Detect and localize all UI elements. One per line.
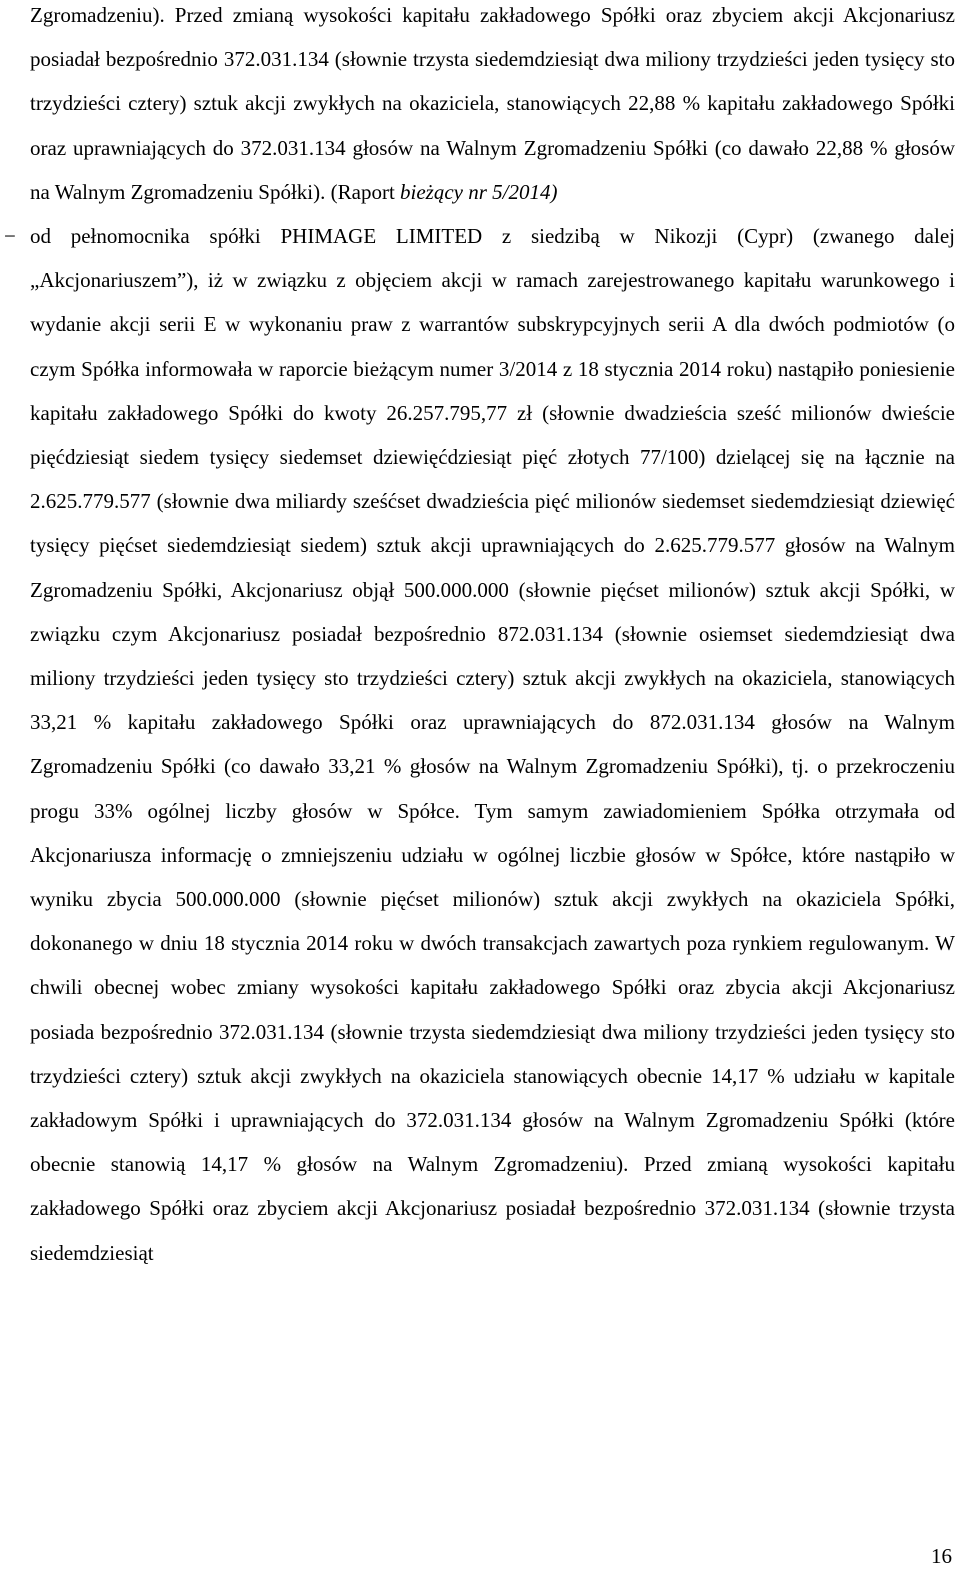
bullet-paragraph-text: od pełnomocnika spółki PHIMAGE LIMITED z siedzibą w Nikozji (Cypr) (zwanego dalej „Akcjonariuszem”), iż w związku z objęciem akcji w ramach zarejestrowanego kapitału warunkowego i wydanie akcji serii E w wykonaniu praw z warrantów subskrypcyjnych serii A dla dwóch podmiotów (o czym Spółka informowała w raporcie bieżącym numer 3/2014 z 18 stycznia 2014 roku) nastąpiło poniesienie kapitału zakładowego Spółki do kwoty 26.257.795,77 zł (słownie dwadzieścia sześć milionów dwieście pięćdziesiąt siedem tysięcy siedemset dziewięćdziesiąt pięć złotych 77/100) dzielącej się na łącznie na 2.625.779.577 (słownie dwa miliardy sześćset dwadzieścia pięć milionów siedemset siedemdziesiąt dziewięć tysięcy pięćset siedemdziesiąt siedem) sztuk akcji uprawniających do 2.625.779.577 głosów na Walnym Zgromadzeniu Spółki, Akcjonariusz objął 500.000.000 (słownie pięćset milionów) sztuk akcji Spółki, w związku czym Akcjonariusz posiadał bezpośrednio 872.031.134 (słownie osiemset siedemdziesiąt dwa miliony trzydzieści jeden tysięcy sto trzydzieści cztery) sztuk akcji zwykłych na okaziciela, stanowiących 33,21 % kapitału zakładowego Spółki oraz uprawniających do 872.031.134 głosów na Walnym Zgromadzeniu Spółki (co dawało 33,21 % głosów na Walnym Zgromadzeniu Spółki), tj. o przekroczeniu progu 33% ogólnej liczby głosów w Spółce. Tym samym zawiadomieniem Spółka otrzymała od Akcjonariusza informację o zmniejszeniu udziału w ogólnej liczbie głosów w Spółce, które nastąpiło w wyniku zbycia 500.000.000 (słownie pięćset milionów) sztuk akcji zwykłych na okaziciela Spółki, dokonanego w dniu 18 stycznia 2014 roku w dwóch transakcjach zawartych poza rynkiem regulowanym. W chwili obecnej wobec zmiany wysokości kapitału zakładowego Spółki oraz zbycia akcji Akcjonariusz posiada bezpośrednio 372.031.134 (słownie trzysta siedemdziesiąt dwa miliony trzydzieści jeden tysięcy sto trzydzieści cztery) sztuk akcji zwykłych na okaziciela stanowiących obecnie 14,17 % udziału w kapitale zakładowym Spółki i uprawniających do 372.031.134 głosów na Walnym Zgromadzeniu Spółki (które obecnie stanowią 14,17 % głosów na Walnym Zgromadzeniu). Przed zmianą wysokości kapitału zakładowego Spółki oraz zbyciem akcji Akcjonariusz posiadał bezpośrednio 372.031.134 (słownie trzysta siedemdziesiąt — [30, 224, 955, 1265]
document-body — [4, 0, 955, 1275]
list-dash-marker: − — [4, 224, 16, 249]
page-number: 16 — [931, 1544, 952, 1568]
report-reference-italic: bieżący nr 5/2014) — [400, 179, 558, 204]
report-reference-prefix: (Raport — [330, 179, 401, 204]
paragraph-top — [30, 0, 955, 214]
bullet-paragraph — [4, 214, 955, 1275]
paragraph-top-text: Zgromadzeniu). Przed zmianą wysokości kapitału zakładowego Spółki oraz zbyciem akcji Akcjonariusz posiadał bezpośrednio 372.031.134 (słownie trzysta siedemdziesiąt dwa miliony trzydzieści jeden tysięcy sto trzydzieści cztery) sztuk akcji zwykłych na okaziciela, stanowiących 22,88 % kapitału zakładowego Spółki oraz uprawniających do 372.031.134 głosów na Walnym Zgromadzeniu Spółki (co dawało 22,88 % głosów na Walnym Zgromadzeniu Spółki). — [30, 3, 955, 204]
